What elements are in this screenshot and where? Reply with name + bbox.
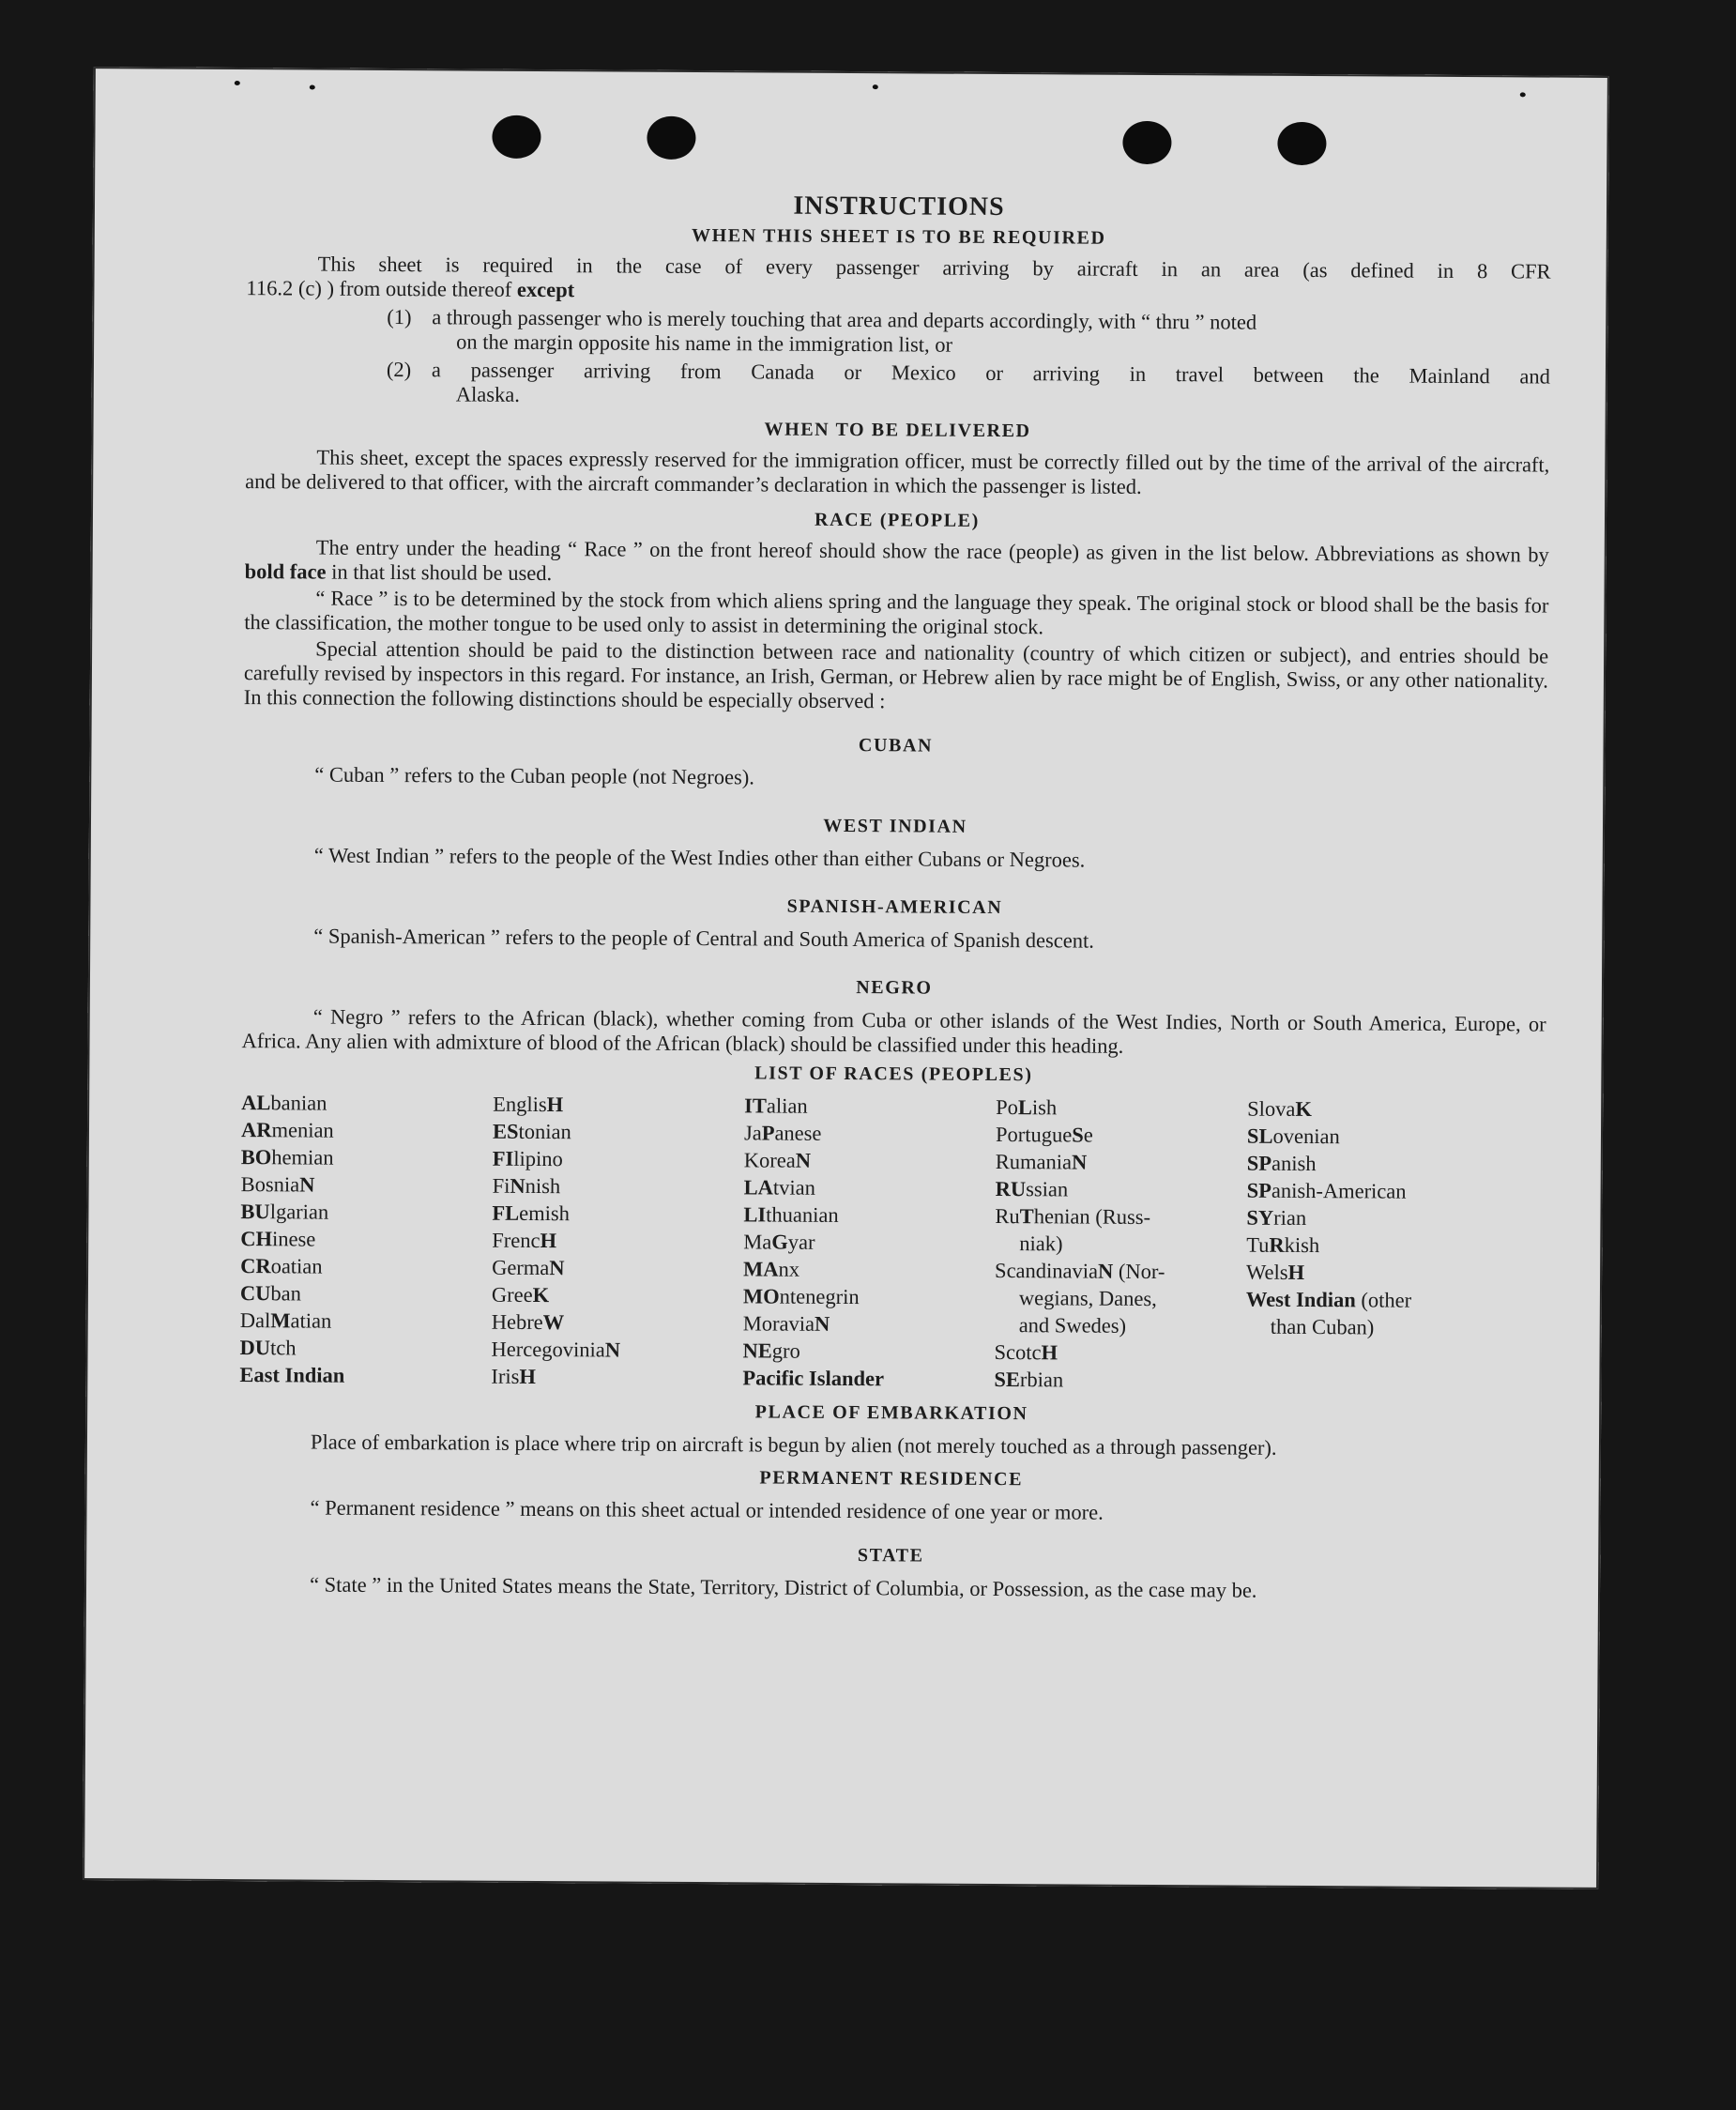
speck bbox=[873, 84, 878, 89]
race-entry: JaPanese bbox=[743, 1121, 822, 1145]
punch-hole bbox=[1277, 122, 1326, 165]
race-entry: TuRkish bbox=[1246, 1232, 1320, 1258]
race-entry: NEgro bbox=[742, 1338, 800, 1363]
race-entry: RUssian bbox=[995, 1176, 1069, 1201]
race-entry: EnglisH bbox=[493, 1092, 564, 1117]
race-entry: EStonian bbox=[492, 1119, 571, 1144]
race-entry: RuThenian (Russ- bbox=[995, 1203, 1151, 1229]
race-entry: BOhemian bbox=[240, 1145, 334, 1170]
race-entry: FLemish bbox=[492, 1200, 571, 1226]
race-entry: IrisH bbox=[491, 1364, 536, 1388]
negro-text: “ Negro ” refers to the African (black), whether coming from Cuba or other islands of the West Indies, North or South America, Europe, or Africa. Any alien with admixture of blood of the African (black) should be classified under this heading. bbox=[241, 1004, 1546, 1058]
heading-permanent-residence: PERMANENT RESIDENCE bbox=[759, 1467, 1024, 1491]
race-entry: PoLish bbox=[996, 1094, 1058, 1120]
heading-cuban: CUBAN bbox=[858, 735, 934, 757]
race-paragraph-2: “ Race ” is to be determined by the stock from which aliens spring and the language they speak. The original stock or blood shall be the basis for the classification, the mother tongue to be used only to assist in determining the original stock. bbox=[244, 586, 1549, 639]
race-entry: East Indian bbox=[239, 1363, 345, 1387]
race-entry: CRoatian bbox=[240, 1254, 323, 1278]
heading-state: STATE bbox=[857, 1545, 924, 1567]
punch-hole bbox=[1122, 121, 1171, 164]
race-entry: FiNnish bbox=[492, 1173, 561, 1199]
race-entry: PortugueSe bbox=[995, 1122, 1093, 1147]
delivered-text: This sheet, except the spaces expressly reserved for the immigration officer, must be correctly filled out by the time of the arrival of the aircraft, and be delivered to that officer, with the aircraft commander’s declaration in which the passenger is listed. bbox=[245, 445, 1550, 498]
race-list bbox=[239, 1089, 1546, 1396]
race-entry bbox=[1245, 1340, 1470, 1368]
heading-west-indian: WEST INDIAN bbox=[823, 815, 967, 837]
spanish-american-text: “ Spanish-American ” refers to the people of Central and South America of Spanish descent. bbox=[313, 924, 1094, 953]
speck bbox=[1520, 92, 1526, 97]
heading-spanish-american: SPANISH-AMERICAN bbox=[786, 895, 1003, 919]
race-entry: FrencH bbox=[492, 1228, 557, 1253]
race-entry: SErbian bbox=[994, 1367, 1064, 1392]
race-entry: SPanish bbox=[1246, 1151, 1317, 1176]
required-line-2: 116.2 (c) ) from outside thereof except bbox=[246, 276, 575, 302]
exception-item-2: (2) a passenger arriving from Canada or Mexico or arriving in travel between the Mainland and Alaska. bbox=[386, 357, 1551, 406]
race-entry: Pacific Islander bbox=[742, 1366, 885, 1391]
document-page bbox=[83, 67, 1609, 1889]
heading-list-of-races: LIST OF RACES (PEOPLES) bbox=[754, 1063, 1033, 1086]
race-entry: SYrian bbox=[1246, 1205, 1307, 1231]
race-entry: niak) bbox=[1019, 1231, 1063, 1256]
instructions-content bbox=[238, 186, 1551, 1604]
race-entry: SlovaK bbox=[1247, 1096, 1313, 1122]
race-entry: MAnx bbox=[743, 1257, 800, 1281]
race-entry: MOntenegrin bbox=[742, 1284, 860, 1309]
race-entry: SPanish-American bbox=[1246, 1178, 1407, 1203]
race-paragraph-1: The entry under the heading “ Race ” on the front hereof should show the race (people) as given in the list below. Abbreviations as shown by bold face in that list should be used. bbox=[244, 535, 1549, 586]
race-entry: GermaN bbox=[492, 1255, 565, 1280]
race-entry: DUtch bbox=[239, 1336, 297, 1360]
race-entry: FIlipino bbox=[492, 1146, 563, 1171]
race-entry: DalMatian bbox=[239, 1308, 332, 1333]
speck bbox=[235, 81, 240, 85]
residence-text: “ Permanent residence ” means on this sheet actual or intended residence of one year or more. bbox=[310, 1495, 1104, 1524]
race-entry: ARmenian bbox=[240, 1118, 334, 1142]
punch-hole bbox=[492, 115, 541, 159]
speck bbox=[310, 84, 315, 89]
race-entry: ScotcH bbox=[994, 1339, 1058, 1365]
race-entry: ALbanian bbox=[241, 1091, 327, 1115]
race-entry: GreeK bbox=[491, 1282, 550, 1307]
race-entry: and Swedes) bbox=[1018, 1313, 1127, 1338]
heading-when-required: WHEN THIS SHEET IS TO BE REQUIRED bbox=[692, 224, 1106, 249]
race-entry: ScandinaviaN (Nor- bbox=[995, 1258, 1165, 1284]
race-entry: West Indian (other bbox=[1245, 1287, 1412, 1312]
race-entry: than Cuban) bbox=[1270, 1314, 1375, 1339]
race-entry: HercegoviniaN bbox=[491, 1337, 621, 1362]
required-line-1: This sheet is required in the case of every passenger arriving by aircraft in an area (as defined in 8 CFR bbox=[317, 252, 1551, 283]
race-entry: wegians, Danes, bbox=[1018, 1286, 1157, 1311]
race-entry: KoreaN bbox=[743, 1148, 812, 1172]
race-entry: RumaniaN bbox=[995, 1149, 1088, 1174]
race-entry: SLovenian bbox=[1246, 1124, 1340, 1149]
heading-when-delivered: WHEN TO BE DELIVERED bbox=[764, 419, 1031, 442]
heading-place-of-embarkation: PLACE OF EMBARKATION bbox=[754, 1401, 1028, 1425]
race-entry: MaGyar bbox=[743, 1230, 815, 1254]
race-entry: BosniaN bbox=[240, 1172, 315, 1197]
race-entry: WelsH bbox=[1246, 1260, 1305, 1284]
exception-item-1: (1) a through passenger who is merely touching that area and departs accordingly, with “ thru ” noted on the margin opposite his name in the immigration list, or bbox=[387, 304, 1257, 357]
race-paragraph-3: Special attention should be paid to the distinction between race and nationality (country of which citizen or subject), and entries should be carefully revised by inspectors in this regard. For instance, an Irish, German, or Hebrew alien by race might be of English, Swiss, or any other nationality. In this connection the following distinctions should be especially observed : bbox=[243, 636, 1549, 713]
race-entry: ITalian bbox=[744, 1093, 808, 1118]
race-entry: HebreW bbox=[491, 1309, 565, 1335]
heading-race: RACE (PEOPLE) bbox=[815, 509, 980, 531]
west-indian-text: “ West Indian ” refers to the people of the West Indies other than either Cubans or Negroes. bbox=[313, 843, 1086, 872]
embarkation-text: Place of embarkation is place where trip on aircraft is begun by alien (not merely touched as a through passenger). bbox=[310, 1430, 1277, 1460]
race-entry: MoraviaN bbox=[742, 1311, 830, 1336]
race-entry: BUlgarian bbox=[240, 1200, 329, 1224]
punch-hole bbox=[647, 116, 695, 160]
cuban-text: “ Cuban ” refers to the Cuban people (not Negroes). bbox=[314, 762, 754, 789]
state-text: “ State ” in the United States means the State, Territory, District of Columbia, or Possession, as the case may be. bbox=[309, 1572, 1257, 1602]
race-entry: CHinese bbox=[240, 1227, 316, 1251]
document-title: INSTRUCTIONS bbox=[793, 191, 1005, 222]
heading-negro: NEGRO bbox=[856, 977, 933, 999]
race-entry bbox=[1245, 1368, 1470, 1396]
race-entry: CUban bbox=[239, 1281, 302, 1306]
race-entry: LAtvian bbox=[743, 1175, 815, 1200]
race-entry: LIthuanian bbox=[743, 1202, 839, 1227]
